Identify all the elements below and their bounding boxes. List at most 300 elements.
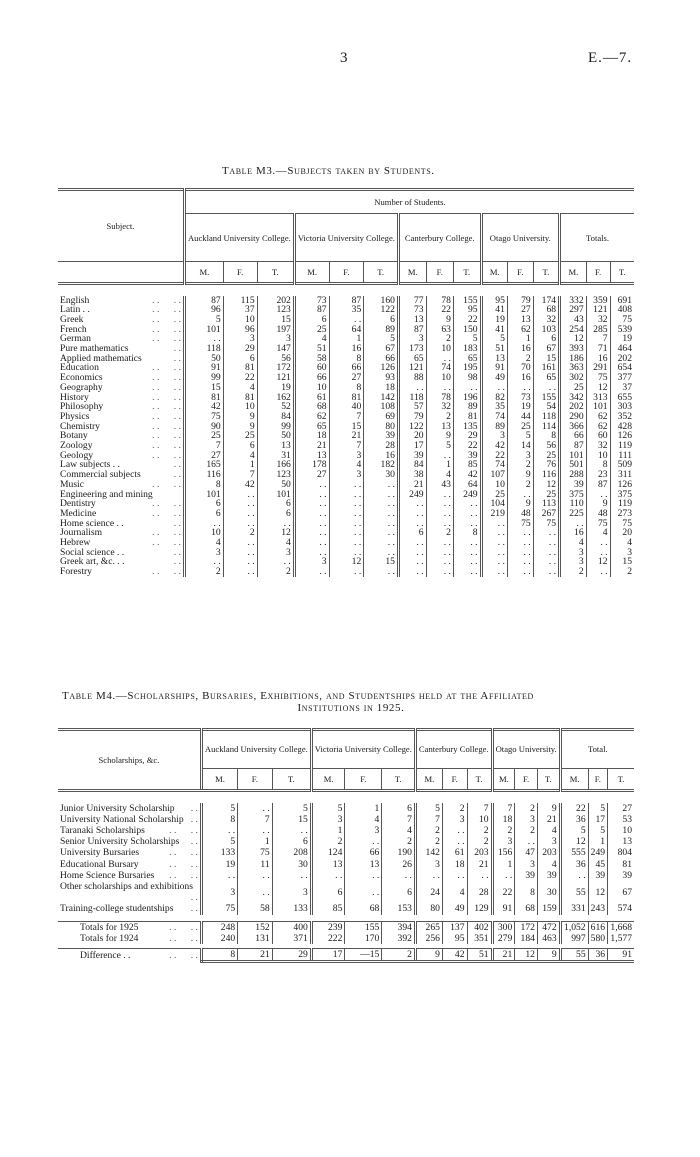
row-label: Dentistry [60, 498, 96, 510]
cell-value: 31 [257, 451, 294, 461]
cell-value: 32 [426, 402, 453, 412]
cell-value: 74 [481, 460, 507, 470]
cell-value: 240 [201, 933, 237, 944]
cell-value: 67 [533, 344, 559, 354]
row-label: Other scholarships and exhibitions [60, 880, 193, 892]
cell-value: . . [329, 480, 364, 490]
cell-value: . . [533, 538, 559, 548]
cell-value: 21 [467, 859, 492, 870]
row-label: Home Science Bursaries [60, 869, 155, 881]
sub-header-t: T. [272, 768, 311, 790]
dot-leader: . . . . [169, 847, 198, 859]
cell-value: 66 [345, 847, 382, 858]
dot-leader: . . . . [152, 294, 181, 306]
cell-value: 52 [257, 402, 294, 412]
cell-value: 51 [481, 344, 507, 354]
cell-value: 4 [560, 538, 587, 548]
college-header: Auckland University College. [184, 214, 294, 262]
cell-value: 21 [294, 441, 329, 451]
scholarship-row [58, 836, 634, 847]
cell-value: 300 [492, 921, 515, 933]
cell-value: 10 [223, 402, 257, 412]
dot-leader: . . . . [169, 921, 198, 933]
cell-value: 9 [223, 422, 257, 432]
cell-value: 88 [398, 373, 426, 383]
cell-value: 39 [515, 870, 538, 881]
cell-value: 10 [608, 825, 634, 836]
cell-value: 126 [364, 363, 399, 373]
cell-value: . . [345, 836, 382, 847]
cell-value: . . [415, 870, 442, 881]
cell-value: 17 [398, 441, 426, 451]
cell-value: 3 [257, 548, 294, 558]
cell-value: 3 [272, 881, 311, 903]
row-label: Hebrew [60, 537, 91, 549]
cell-value: 21 [537, 814, 560, 825]
cell-value: 62 [507, 325, 533, 335]
cell-value: 87 [586, 480, 610, 490]
cell-value: 87 [184, 296, 223, 306]
cell-value: 174 [533, 296, 559, 306]
cell-value: 7 [223, 470, 257, 480]
cell-value: 2 [507, 460, 533, 470]
cell-value: 239 [311, 921, 345, 933]
dot-leader: . . [190, 836, 198, 848]
cell-value: 66 [560, 431, 587, 441]
cell-value: 222 [311, 933, 345, 944]
cell-value: 3 [537, 836, 560, 847]
cell-value: 39 [364, 431, 399, 441]
row-label: Education [60, 362, 99, 374]
cell-value: 35 [329, 305, 364, 315]
sub-header-f: F. [426, 262, 453, 284]
cell-value: 7 [184, 441, 223, 451]
cell-value: 1 [492, 859, 515, 870]
cell-value: . . [294, 519, 329, 529]
cell-value: 6 [257, 509, 294, 519]
sub-header-t: T. [608, 768, 634, 790]
cell-value: 5 [184, 315, 223, 325]
cell-value: 16 [507, 344, 533, 354]
cell-value: 66 [364, 354, 399, 364]
cell-value: 351 [467, 933, 492, 944]
cell-value: . . [294, 509, 329, 519]
row-label: Senior University Scholarships [60, 836, 180, 848]
dot-leader: . . . . [152, 566, 181, 578]
cell-value: 202 [257, 296, 294, 306]
cell-value: 137 [442, 921, 467, 933]
cell-value: 16 [586, 354, 610, 364]
cell-value: 11 [238, 859, 272, 870]
cell-value: 75 [201, 903, 237, 914]
cell-value: 66 [294, 373, 329, 383]
cell-value: 48 [507, 509, 533, 519]
cell-value: 133 [201, 847, 237, 858]
dot-leader: . . [190, 802, 198, 814]
cell-value: 13 [398, 315, 426, 325]
cell-value: 1 [329, 334, 364, 344]
cell-value: . . [329, 519, 364, 529]
cell-value: 5 [507, 431, 533, 441]
sub-header-t: T. [364, 262, 399, 284]
cell-value: 1 [507, 334, 533, 344]
cell-value: . . [453, 538, 481, 548]
cell-value: 10 [426, 373, 453, 383]
cell-value: 36 [560, 814, 588, 825]
cell-value: 3 [345, 825, 382, 836]
cell-value: 22 [453, 441, 481, 451]
cell-value: 203 [537, 847, 560, 858]
scholarship-row [58, 803, 634, 814]
cell-value: 5 [481, 334, 507, 344]
cell-value: 8 [515, 881, 538, 903]
cell-value: 27 [329, 373, 364, 383]
cell-value: 3 [257, 334, 294, 344]
cell-value: . . [426, 567, 453, 577]
cell-value: 267 [533, 509, 559, 519]
page-number: 3 [340, 50, 348, 66]
cell-value: 116 [184, 470, 223, 480]
cell-value: 150 [453, 325, 481, 335]
cell-value: . . [426, 383, 453, 393]
cell-value: 9 [426, 431, 453, 441]
cell-value: 116 [533, 470, 559, 480]
cell-value: 13 [311, 859, 345, 870]
cell-value: . . [364, 480, 399, 490]
cell-value: . . [533, 548, 559, 558]
cell-value: 2 [467, 836, 492, 847]
cell-value: 65 [453, 354, 481, 364]
cell-value: 249 [453, 490, 481, 500]
cell-value: 64 [453, 480, 481, 490]
cell-value: 74 [481, 412, 507, 422]
cell-value: 118 [184, 344, 223, 354]
cell-value: 249 [588, 847, 607, 858]
cell-value: . . [364, 490, 399, 500]
cell-value: 2 [415, 825, 442, 836]
dot-leader: . . [173, 352, 181, 364]
cell-value: 1 [426, 460, 453, 470]
row-label: German [60, 333, 91, 345]
row-label: Geology [60, 449, 94, 461]
cell-value: . . [481, 567, 507, 577]
cell-value: 87 [294, 305, 329, 315]
cell-value: . . [533, 383, 559, 393]
subject-row [58, 548, 634, 558]
row-label: Chemistry [60, 420, 100, 432]
cell-value: 3 [492, 836, 515, 847]
cell-value: 2 [467, 825, 492, 836]
cell-value: 75 [238, 847, 272, 858]
cell-value: 101 [184, 490, 223, 500]
cell-value: 8 [201, 814, 237, 825]
cell-value: 99 [257, 422, 294, 432]
cell-value: 17 [588, 814, 607, 825]
cell-value: 16 [507, 373, 533, 383]
cell-value: 68 [294, 402, 329, 412]
cell-value: . . [238, 881, 272, 903]
dot-leader: . . . . [152, 430, 181, 442]
dot-leader: . . . . [152, 362, 181, 374]
cell-value: 26 [382, 859, 416, 870]
difference-row [58, 948, 634, 961]
cell-value: . . [426, 519, 453, 529]
cell-value: 15 [184, 383, 223, 393]
dot-leader: . . . . [152, 410, 181, 422]
cell-value: 24 [415, 881, 442, 903]
cell-value: . . [481, 538, 507, 548]
cell-value: 352 [610, 412, 634, 422]
cell-value: 27 [608, 803, 634, 814]
college-header: Canterbury College. [415, 730, 492, 769]
cell-value: 38 [398, 470, 426, 480]
cell-value: 160 [364, 296, 399, 306]
cell-value: 75 [507, 519, 533, 529]
cell-value: 101 [257, 490, 294, 500]
cell-value: 73 [294, 296, 329, 306]
sub-header-f: F. [515, 768, 538, 790]
sub-header-t: T. [257, 262, 294, 284]
cell-value: 342 [560, 393, 587, 403]
cell-value: 18 [294, 431, 329, 441]
subject-row [58, 538, 634, 548]
cell-value: 91 [481, 363, 507, 373]
college-header: Victoria University College. [294, 214, 398, 262]
sub-header-m: M. [560, 768, 588, 790]
cell-value: . . [507, 528, 533, 538]
cell-value: . . [272, 825, 311, 836]
cell-value: 19 [257, 383, 294, 393]
sub-header-m: M. [415, 768, 442, 790]
cell-value: 5 [272, 803, 311, 814]
cell-value: . . [398, 519, 426, 529]
cell-value: 22 [453, 315, 481, 325]
cell-value: 81 [608, 859, 634, 870]
cell-value: 89 [453, 402, 481, 412]
cell-value: 50 [257, 480, 294, 490]
cell-value: . . [442, 836, 467, 847]
cell-value: 3 [515, 814, 538, 825]
dot-leader: . . . . [152, 440, 181, 452]
cell-value: 208 [272, 847, 311, 858]
cell-value: . . [238, 870, 272, 881]
cell-value: 10 [586, 451, 610, 461]
cell-value: 115 [223, 296, 257, 306]
row-label: Greek [60, 313, 84, 325]
cell-value: 7 [238, 814, 272, 825]
cell-value: . . [442, 825, 467, 836]
cell-value: 290 [560, 412, 587, 422]
cell-value: 69 [364, 412, 399, 422]
cell-value: 124 [311, 847, 345, 858]
cell-value: 40 [329, 402, 364, 412]
cell-value: 6 [398, 528, 426, 538]
cell-value: 7 [467, 803, 492, 814]
college-header: Totals. [560, 214, 634, 262]
cell-value: 2 [311, 836, 345, 847]
table-m3 [58, 188, 634, 577]
cell-value: . . [345, 881, 382, 903]
cell-value: 19 [610, 334, 634, 344]
cell-value: . . [492, 870, 515, 881]
cell-value: 119 [610, 441, 634, 451]
cell-value: 56 [533, 441, 559, 451]
cell-value: . . [223, 557, 257, 567]
cell-value: 654 [610, 363, 634, 373]
cell-value: . . [533, 567, 559, 577]
cell-value: 4 [382, 825, 416, 836]
cell-value: 463 [537, 933, 560, 944]
cell-value: 311 [610, 470, 634, 480]
cell-value: 472 [537, 921, 560, 933]
row-label: Philosophy [60, 401, 104, 413]
cell-value: 3 [507, 451, 533, 461]
cell-value: . . [426, 451, 453, 461]
cell-value: 10 [481, 480, 507, 490]
cell-value: 99 [184, 373, 223, 383]
cell-value: 2 [515, 825, 538, 836]
cell-value: 4 [426, 470, 453, 480]
cell-value: 170 [345, 933, 382, 944]
cell-value: . . [201, 870, 237, 881]
cell-value: 75 [586, 519, 610, 529]
cell-value: . . [507, 557, 533, 567]
cell-value: 285 [586, 325, 610, 335]
cell-value: 104 [481, 499, 507, 509]
scholarship-row [58, 859, 634, 870]
cell-value: 2 [415, 836, 442, 847]
dot-leader: . . . . [169, 932, 198, 944]
dot-leader: . . . . [152, 527, 181, 539]
cell-value: 22 [426, 305, 453, 315]
cell-value: . . [398, 548, 426, 558]
cell-value: . . [453, 499, 481, 509]
cell-value: 54 [533, 402, 559, 412]
cell-value: 3 [415, 859, 442, 870]
cell-value: 91 [492, 903, 515, 914]
cell-value: 73 [507, 393, 533, 403]
dot-leader: . . . . [169, 858, 198, 870]
cell-value: . . [329, 315, 364, 325]
cell-value: 288 [560, 470, 587, 480]
cell-value: 45 [588, 859, 607, 870]
cell-value: 114 [533, 422, 559, 432]
cell-value: 12 [533, 480, 559, 490]
cell-value: 165 [184, 460, 223, 470]
cell-value: 60 [586, 431, 610, 441]
cell-value: 1 [223, 460, 257, 470]
cell-value: 16 [560, 528, 587, 538]
cell-value: . . [398, 538, 426, 548]
cell-value: 133 [272, 903, 311, 914]
cell-value: 43 [560, 315, 587, 325]
cell-value: 13 [426, 422, 453, 432]
dot-leader: . . [173, 517, 181, 529]
cell-value: . . [426, 490, 453, 500]
cell-value: 122 [398, 422, 426, 432]
dot-leader: . . . . [152, 420, 181, 432]
cell-value: 43 [426, 480, 453, 490]
cell-value: 29 [453, 431, 481, 441]
cell-value: . . [507, 383, 533, 393]
cell-value: . . [481, 557, 507, 567]
cell-value: 62 [294, 412, 329, 422]
cell-value: 12 [560, 836, 588, 847]
dot-leader: . . . . [152, 333, 181, 345]
cell-value: 7 [382, 814, 416, 825]
cell-value: 42 [184, 402, 223, 412]
cell-value: 5 [560, 825, 588, 836]
cell-value: 81 [223, 393, 257, 403]
cell-value: 12 [588, 881, 607, 903]
cell-value: 2 [426, 528, 453, 538]
cell-value: 53 [608, 814, 634, 825]
cell-value: 15 [533, 354, 559, 364]
cell-value: 73 [398, 305, 426, 315]
cell-value: 155 [345, 921, 382, 933]
cell-value: 111 [610, 451, 634, 461]
sub-header-f: F. [345, 768, 382, 790]
cell-value: 12 [586, 557, 610, 567]
subject-row [58, 373, 634, 383]
row-label: Journalism [60, 527, 103, 539]
cell-value: 8 [453, 528, 481, 538]
row-label: Totals for 1924 [80, 932, 139, 944]
cell-value: 196 [453, 393, 481, 403]
dot-leader: . . [173, 546, 181, 558]
cell-value: . . [329, 567, 364, 577]
cell-value: 1 [588, 836, 607, 847]
college-header: Total. [560, 730, 634, 769]
cell-value: 3 [560, 548, 587, 558]
cell-value: . . [223, 509, 257, 519]
cell-value: 87 [560, 441, 587, 451]
cell-value: 166 [257, 460, 294, 470]
cell-value: . . [294, 548, 329, 558]
cell-value: 3 [560, 557, 587, 567]
cell-value: 25 [481, 490, 507, 500]
cell-value: . . [223, 538, 257, 548]
cell-value: 96 [184, 305, 223, 315]
cell-value: 616 [588, 921, 607, 933]
cell-value: 61 [442, 847, 467, 858]
row-label: Applied mathematics [60, 352, 142, 364]
cell-value: . . [223, 519, 257, 529]
cell-value: 15 [272, 814, 311, 825]
cell-value: . . [453, 567, 481, 577]
sub-header-t: T. [537, 768, 560, 790]
cell-value: 65 [398, 354, 426, 364]
cell-value: 6 [184, 499, 223, 509]
cell-value: . . [238, 825, 272, 836]
cell-value: 2 [382, 836, 416, 847]
sub-header-f: F. [238, 768, 272, 790]
cell-value: 9 [507, 499, 533, 509]
cell-value: 375 [610, 490, 634, 500]
cell-value: . . [533, 528, 559, 538]
cell-value: 375 [560, 490, 587, 500]
cell-value: 4 [537, 825, 560, 836]
cell-value: 9 [507, 470, 533, 480]
cell-value: 1,052 [560, 921, 588, 933]
cell-value: 123 [257, 470, 294, 480]
cell-value: 9 [415, 948, 442, 961]
cell-value: 3 [311, 814, 345, 825]
cell-value: 18 [442, 859, 467, 870]
sub-header-f: F. [586, 262, 610, 284]
cell-value: 3 [223, 334, 257, 344]
cell-value: 5 [588, 825, 607, 836]
